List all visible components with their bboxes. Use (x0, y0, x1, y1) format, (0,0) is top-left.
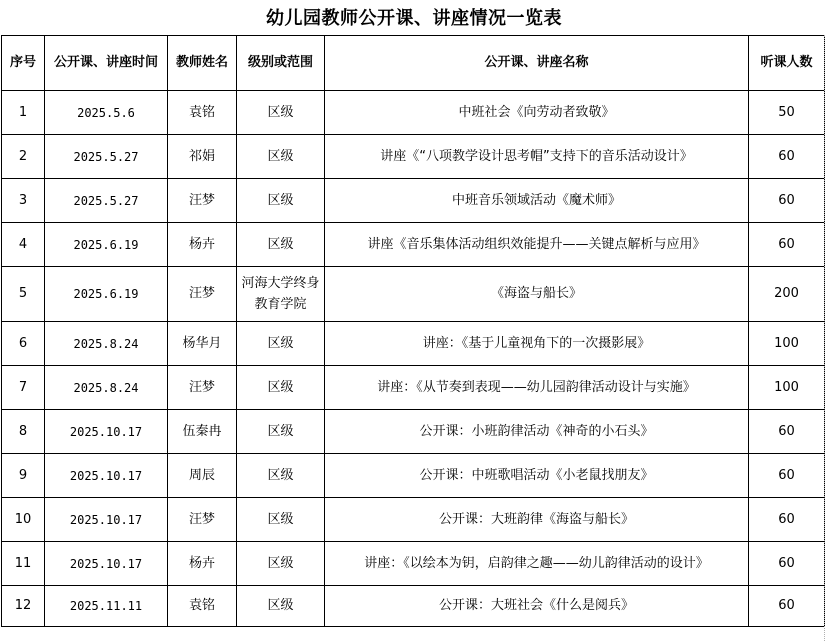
cell-date: 2025.6.19 (45, 267, 168, 322)
table-row (2, 542, 825, 586)
cell-audience: 60 (749, 135, 825, 179)
cell-date: 2025.8.24 (45, 322, 168, 366)
cell-title: 讲座：《以绘本为钥，启韵律之趣——幼儿韵律活动的设计》 (325, 542, 749, 586)
cell-teacher: 周辰 (168, 454, 237, 498)
cell-audience: 60 (749, 498, 825, 542)
cell-level: 区级 (237, 179, 325, 223)
cell-index: 8 (2, 410, 45, 454)
cell-title: 讲座《“八项教学设计思考帽”支持下的音乐活动设计》 (325, 135, 749, 179)
cell-audience: 100 (749, 366, 825, 410)
cell-audience: 60 (749, 179, 825, 223)
header-name: 公开课、讲座名称 (325, 36, 749, 91)
cell-title: 《海盗与船长》 (325, 267, 749, 322)
cell-teacher: 汪梦 (168, 267, 237, 322)
cell-audience: 60 (749, 454, 825, 498)
cell-audience: 60 (749, 542, 825, 586)
cell-level: 区级 (237, 322, 325, 366)
header-time: 公开课、讲座时间 (45, 36, 168, 91)
table-row (2, 322, 825, 366)
cell-index: 9 (2, 454, 45, 498)
cell-level: 区级 (237, 586, 325, 627)
cell-audience: 60 (749, 586, 825, 627)
cell-title: 公开课：大班韵律《海盗与船长》 (325, 498, 749, 542)
cell-audience: 200 (749, 267, 825, 322)
cell-teacher: 杨卉 (168, 542, 237, 586)
cell-index: 3 (2, 179, 45, 223)
cell-level: 河海大学终身教育学院 (237, 267, 325, 322)
cell-audience: 100 (749, 322, 825, 366)
cell-index: 12 (2, 586, 45, 627)
cell-title: 公开课：小班韵律活动《神奇的小石头》 (325, 410, 749, 454)
cell-date: 2025.6.19 (45, 223, 168, 267)
lesson-table (1, 35, 825, 627)
table-header-row (2, 36, 825, 91)
cell-audience: 50 (749, 91, 825, 135)
cell-date: 2025.10.17 (45, 410, 168, 454)
cell-index: 1 (2, 91, 45, 135)
cell-audience: 60 (749, 223, 825, 267)
table-row (2, 267, 825, 322)
header-audience: 听课人数 (749, 36, 825, 91)
cell-title: 中班音乐领域活动《魔术师》 (325, 179, 749, 223)
table-row (2, 223, 825, 267)
cell-date: 2025.8.24 (45, 366, 168, 410)
cell-level: 区级 (237, 91, 325, 135)
cell-title: 讲座《音乐集体活动组织效能提升——关键点解析与应用》 (325, 223, 749, 267)
cell-date: 2025.10.17 (45, 454, 168, 498)
cell-level: 区级 (237, 135, 325, 179)
sheet-edge-line (824, 35, 825, 641)
cell-index: 10 (2, 498, 45, 542)
table-row (2, 454, 825, 498)
cell-audience: 60 (749, 410, 825, 454)
cell-level: 区级 (237, 410, 325, 454)
table-row (2, 179, 825, 223)
cell-teacher: 袁铭 (168, 91, 237, 135)
table-row (2, 586, 825, 627)
cell-teacher: 祁娟 (168, 135, 237, 179)
cell-date: 2025.10.17 (45, 542, 168, 586)
cell-teacher: 伍秦冉 (168, 410, 237, 454)
cell-index: 2 (2, 135, 45, 179)
cell-level: 区级 (237, 223, 325, 267)
cell-teacher: 杨卉 (168, 223, 237, 267)
table-row (2, 91, 825, 135)
cell-date: 2025.5.27 (45, 179, 168, 223)
cell-date: 2025.5.6 (45, 91, 168, 135)
cell-date: 2025.11.11 (45, 586, 168, 627)
cell-date: 2025.5.27 (45, 135, 168, 179)
document-title: 幼儿园教师公开课、讲座情况一览表 (266, 8, 562, 29)
cell-index: 6 (2, 322, 45, 366)
cell-teacher: 汪梦 (168, 498, 237, 542)
header-teacher: 教师姓名 (168, 36, 237, 91)
cell-teacher: 汪梦 (168, 179, 237, 223)
cell-title: 公开课：中班歌唱活动《小老鼠找朋友》 (325, 454, 749, 498)
cell-date: 2025.10.17 (45, 498, 168, 542)
cell-title: 讲座：《基于儿童视角下的一次摄影展》 (325, 322, 749, 366)
cell-index: 5 (2, 267, 45, 322)
cell-teacher: 袁铭 (168, 586, 237, 627)
cell-title: 中班社会《向劳动者致敬》 (325, 91, 749, 135)
cell-title: 讲座：《从节奏到表现——幼儿园韵律活动设计与实施》 (325, 366, 749, 410)
cell-index: 11 (2, 542, 45, 586)
table-row (2, 498, 825, 542)
cell-index: 4 (2, 223, 45, 267)
cell-index: 7 (2, 366, 45, 410)
cell-level: 区级 (237, 542, 325, 586)
table-row (2, 366, 825, 410)
table-row (2, 135, 825, 179)
cell-title: 公开课：大班社会《什么是阅兵》 (325, 586, 749, 627)
cell-teacher: 汪梦 (168, 366, 237, 410)
cell-level: 区级 (237, 454, 325, 498)
table-row (2, 410, 825, 454)
cell-level: 区级 (237, 366, 325, 410)
cell-teacher: 杨华月 (168, 322, 237, 366)
header-level: 级别或范围 (237, 36, 325, 91)
header-index: 序号 (2, 36, 45, 91)
cell-level: 区级 (237, 498, 325, 542)
